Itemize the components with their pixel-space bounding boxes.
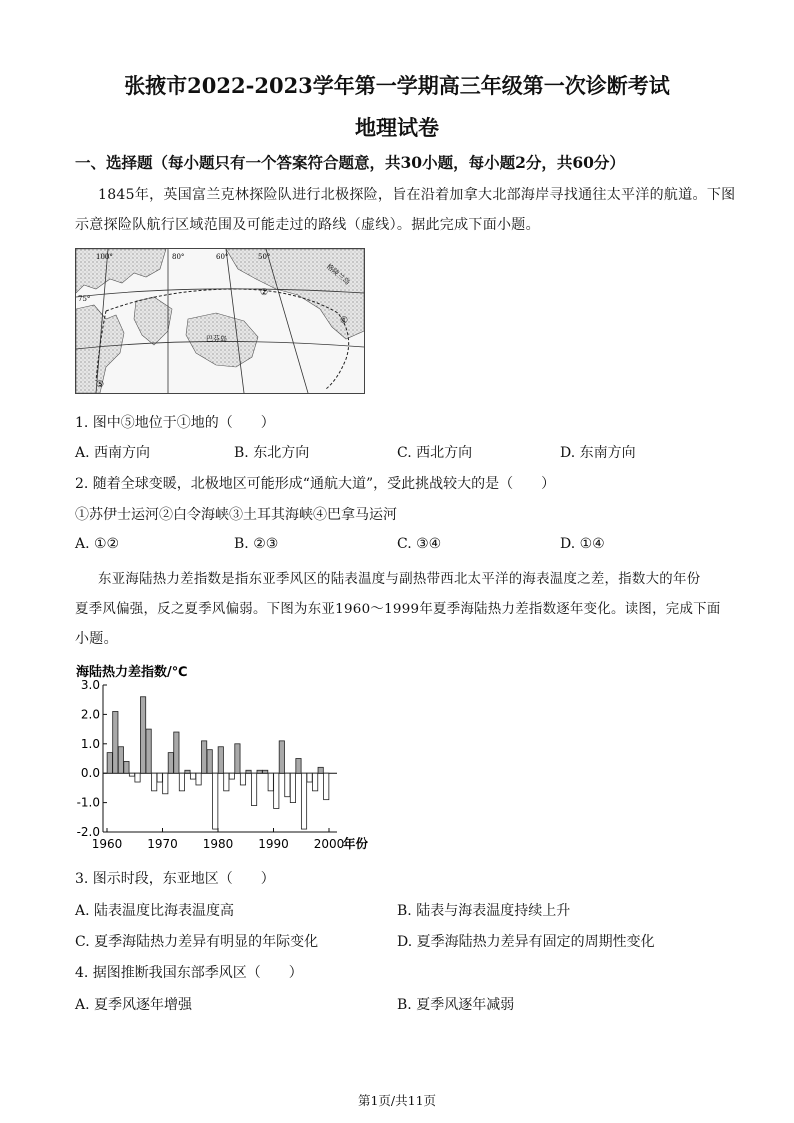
bar [118, 747, 123, 773]
thermal-index-chart-svg [76, 660, 376, 855]
lon100-label: 100° [96, 253, 113, 261]
q3-stem: 3. 图示时段，东亚地区（ ） [75, 871, 275, 887]
y-tick-label: 0.0 [80, 766, 100, 781]
bar [185, 770, 190, 773]
q1-option-c[interactable]: C. 西北方向 [397, 445, 473, 461]
section-heading: 一、选择题（每小题只有一个答案符合题意，共30小题，每小题2分，共60分） [75, 153, 625, 172]
lat75-label: 75° [78, 295, 91, 303]
passage1-line2: 示意探险队航行区域范围及可能走过的路线（虚线）。据此完成下面小题。 [75, 217, 540, 233]
bar [312, 773, 317, 791]
q4-option-b[interactable]: B. 夏季风逐年减弱 [397, 997, 515, 1013]
x-tick-label: 2000 [313, 837, 345, 851]
x-tick-label: 1960 [91, 837, 123, 851]
q1-stem: 1. 图中⑤地位于①地的（ ） [75, 415, 275, 431]
bar [179, 773, 184, 791]
passage2-line3: 小题。 [75, 631, 118, 647]
exam-subtitle: 地理试卷 [355, 115, 439, 140]
greenland-label: 格陵兰岛 [324, 262, 352, 287]
bar [163, 773, 168, 794]
q1-option-d[interactable]: D. 东南方向 [560, 445, 636, 461]
y-axis-title: 海陆热力差指数/℃ [76, 665, 188, 680]
passage2-line2: 夏季风偏强，反之夏季风偏弱。下图为东亚1960～1999年夏季海陆热力差指数逐年变化。读图，完成下面 [75, 602, 721, 617]
bar [274, 773, 279, 808]
lon80-label: 80° [172, 253, 185, 261]
q2-option-d[interactable]: D. ①④ [560, 536, 605, 552]
bar [263, 770, 268, 773]
bar [124, 761, 129, 773]
q4-option-a[interactable]: A. 夏季风逐年增强 [75, 997, 193, 1013]
bar [213, 773, 218, 829]
bar [201, 741, 206, 773]
bar [235, 744, 240, 773]
bar [251, 773, 256, 805]
bar [318, 767, 323, 773]
point2-label: ② [260, 288, 269, 298]
bar [307, 773, 312, 782]
passage1-line1: 1845年，英国富兰克林探险队进行北极探险，旨在沿着加拿大北部海岸寻找通往太平洋的航道。下图 [98, 187, 736, 203]
bar [301, 773, 306, 829]
point1-label: ① [340, 316, 349, 326]
bar [157, 773, 162, 782]
bar [268, 773, 273, 791]
bar [152, 773, 157, 791]
lon50-label: 50° [258, 253, 271, 261]
bar [296, 759, 301, 774]
x-tick-label: 1970 [147, 837, 178, 851]
bar [129, 773, 134, 776]
q1-option-b[interactable]: B. 东北方向 [234, 445, 310, 461]
bar [257, 770, 262, 773]
page-number: 第1页/共11页 [357, 1093, 437, 1108]
y-tick-label: 3.0 [80, 678, 100, 692]
bar [190, 773, 195, 779]
x-tick-label: 1980 [202, 837, 234, 851]
arctic-map-svg [76, 249, 364, 393]
y-tick-label: -2.0 [76, 825, 100, 839]
bar [324, 773, 329, 799]
thermal-index-chart [76, 660, 376, 855]
q3-option-b[interactable]: B. 陆表与海表温度持续上升 [397, 903, 571, 919]
y-tick-label: -1.0 [76, 795, 100, 810]
bar [140, 697, 145, 773]
q4-stem: 4. 据图推断我国东部季风区（ ） [75, 965, 303, 981]
baffin-label: 巴芬岛 [206, 335, 227, 343]
bar [218, 747, 223, 773]
bar [107, 753, 112, 774]
passage2-line1: 东亚海陆热力差指数是指东亚季风区的陆表温度与副热带西北太平洋的海表温度之差，指数大的年份 [98, 572, 701, 587]
x-axis-title: 年份 [343, 836, 369, 851]
bar [246, 770, 251, 773]
q3-option-c[interactable]: C. 夏季海陆热力差异有明显的年际变化 [75, 934, 319, 950]
q2-option-b[interactable]: B. ②③ [234, 536, 279, 552]
bar [168, 753, 173, 774]
q2-option-a[interactable]: A. ①② [75, 536, 120, 552]
y-tick-label: 1.0 [80, 736, 100, 751]
exam-title: 张掖市2022-2023学年第一学期高三年级第一次诊断考试 [124, 73, 670, 98]
q3-option-d[interactable]: D. 夏季海陆热力差异有固定的周期性变化 [397, 934, 655, 950]
bar [290, 773, 295, 802]
bar [285, 773, 290, 797]
bar [196, 773, 201, 785]
y-tick-label: 2.0 [80, 707, 100, 722]
bar [240, 773, 245, 785]
q2-stem: 2. 随着全球变暖，北极地区可能形成“通航大道”，受此挑战较大的是（ ） [75, 476, 556, 492]
q2-option-c[interactable]: C. ③④ [397, 536, 442, 552]
bar [224, 773, 229, 791]
q3-option-a[interactable]: A. 陆表温度比海表温度高 [75, 903, 235, 919]
bar [113, 711, 118, 773]
bar [135, 773, 140, 782]
lon60-label: 60° [216, 253, 229, 261]
q2-sub: ①苏伊士运河②白令海峡③土耳其海峡④巴拿马运河 [75, 507, 397, 523]
bar [174, 732, 179, 773]
bar [279, 741, 284, 773]
point5-label: ⑤ [96, 380, 105, 390]
bar [207, 750, 212, 774]
arctic-map [75, 248, 365, 394]
bar [229, 773, 234, 779]
bar [146, 729, 151, 773]
x-tick-label: 1990 [258, 837, 289, 851]
q1-option-a[interactable]: A. 西南方向 [75, 445, 151, 461]
